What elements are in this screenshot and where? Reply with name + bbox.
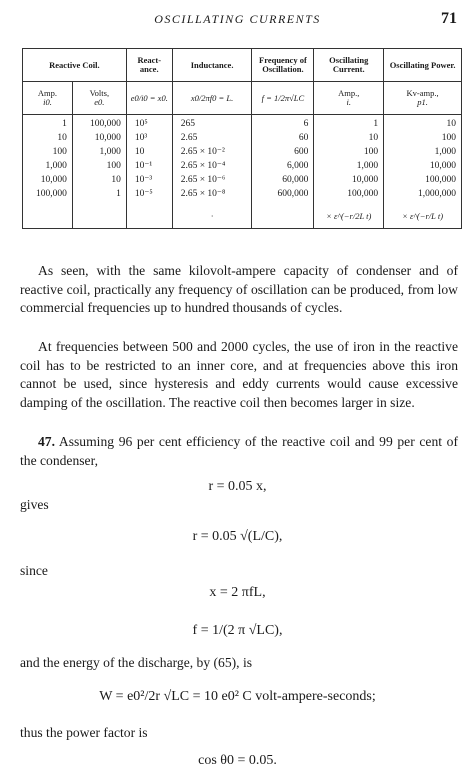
- unit-amp-label: Amp.: [37, 88, 58, 99]
- table-cell: 10: [384, 115, 462, 133]
- running-head: [0, 10, 475, 30]
- table-cell: 10⁻¹: [126, 160, 172, 174]
- table-cell: 2.65 × 10⁻²: [172, 146, 252, 160]
- table-cell: 2.65 × 10⁻⁶: [172, 174, 252, 188]
- table-row: [23, 132, 462, 146]
- unit-current-symbol: i.: [346, 97, 352, 107]
- equation-r-x: r = 0.05 x,: [208, 479, 267, 494]
- table-cell: 100,000: [384, 174, 462, 188]
- unit-volts: [72, 82, 126, 115]
- table-group-header-row: [23, 49, 462, 82]
- table-cell: 10,000: [23, 174, 73, 188]
- paragraph-iron-core: At frequencies between 500 and 2000 cycles, the use of iron in the reactive coil has to be restricted to an inner core, and at frequencies above this iron cannot be used, since hysteresis and eddy currents would cause excessive damping of the oscillation. The reactive coil then becomes larger in size.: [20, 339, 458, 410]
- table-row: [23, 115, 462, 133]
- table-footer-current-decay: × ε^(−r/2L t): [314, 204, 384, 229]
- unit-current-label: Amp.,: [338, 88, 360, 99]
- table-cell: 2.65 × 10⁻⁴: [172, 160, 252, 174]
- table-footer-row: [23, 204, 462, 229]
- table-cell: 1,000,000: [384, 188, 462, 204]
- table-cell: 10⁵: [126, 115, 172, 133]
- unit-frequency-formula: f = 1/2π√LC: [252, 82, 314, 115]
- header-reactance: React-ance.: [126, 49, 172, 82]
- header-oscillating-power: Oscillating Power.: [384, 49, 462, 82]
- section-number: 47.: [38, 434, 55, 449]
- label-gives: gives: [20, 497, 49, 512]
- table-cell: 600,000: [252, 188, 314, 204]
- table-cell: 10: [72, 174, 126, 188]
- unit-current: [314, 82, 384, 115]
- table-row: [23, 188, 462, 204]
- unit-volts-symbol: e0.: [94, 97, 105, 107]
- unit-power-label: Kv-amp.,: [406, 88, 439, 99]
- table-cell: 265: [172, 115, 252, 133]
- table-cell: 1: [23, 115, 73, 133]
- table-cell: 10⁻⁵: [126, 188, 172, 204]
- table-cell: 6: [252, 115, 314, 133]
- table-cell: 1: [72, 188, 126, 204]
- table-unit-header-row: [23, 82, 462, 115]
- table-cell: 10: [23, 132, 73, 146]
- header-inductance: Inductance.: [172, 49, 252, 82]
- table-cell: 10: [126, 146, 172, 160]
- table-cell: 60,000: [252, 174, 314, 188]
- table-cell: 1,000: [23, 160, 73, 174]
- table-cell: 2.65 × 10⁻⁸: [172, 188, 252, 204]
- table-cell: 100,000: [72, 115, 126, 133]
- table-cell: 60: [252, 132, 314, 146]
- label-energy: and the energy of the discharge, by (65), is: [20, 655, 253, 670]
- unit-inductance-formula: x0/2πf0 = L.: [172, 82, 252, 115]
- table-cell: 1,000: [384, 146, 462, 160]
- table-cell: 100,000: [23, 188, 73, 204]
- table-cell: 100,000: [314, 188, 384, 204]
- paragraph-frequency-range: As seen, with the same kilovolt-ampere capacity of condenser and of reactive coil, practically any frequency of oscillation can be produced, from low commercial frequencies up to hundred thousands of cycles.: [20, 263, 458, 316]
- table-cell: 10,000: [384, 160, 462, 174]
- table-cell: 1,000: [314, 160, 384, 174]
- table-cell: 100: [384, 132, 462, 146]
- running-title: OSCILLATING CURRENTS: [154, 12, 321, 26]
- table-footer-power-decay: × ε^(−r/L t): [384, 204, 462, 229]
- unit-power: [384, 82, 462, 115]
- equation-x: x = 2 πfL,: [209, 585, 266, 600]
- label-thus: thus the power factor is: [20, 725, 148, 740]
- unit-amp-symbol: i0.: [43, 97, 52, 107]
- header-oscillating-current: Oscillating Current.: [314, 49, 384, 82]
- unit-volts-label: Volts,: [89, 88, 110, 99]
- header-frequency: Frequency of Oscillation.: [252, 49, 314, 82]
- unit-amp: [23, 82, 73, 115]
- equation-w: W = e0²/2r √LC = 10 e0² C volt-ampere-seconds;: [99, 689, 376, 704]
- table-cell: 10,000: [72, 132, 126, 146]
- page-number: 71: [441, 10, 457, 27]
- table-cell: 100: [314, 146, 384, 160]
- table-cell: 1: [314, 115, 384, 133]
- equation-r-sqrt: r = 0.05 √(L/C),: [192, 529, 283, 544]
- label-since: since: [20, 563, 48, 578]
- table-cell: 6,000: [252, 160, 314, 174]
- table-cell: 100: [72, 160, 126, 174]
- equation-cos: cos θ0 = 0.05.: [198, 753, 277, 768]
- table-row: [23, 160, 462, 174]
- table-cell: 600: [252, 146, 314, 160]
- oscillation-table: [22, 48, 462, 229]
- table-cell: 10⁻³: [126, 174, 172, 188]
- table-row: [23, 146, 462, 160]
- paragraph-47: [20, 433, 458, 470]
- table-cell: 10³: [126, 132, 172, 146]
- table-cell: 1,000: [72, 146, 126, 160]
- table-footer-bullet: ·: [172, 204, 252, 229]
- header-reactive-coil: Reactive Coil.: [23, 49, 127, 82]
- table-cell: 100: [23, 146, 73, 160]
- table-row: [23, 174, 462, 188]
- table-cell: 2.65: [172, 132, 252, 146]
- table-cell: 10: [314, 132, 384, 146]
- paragraph-47-text: Assuming 96 per cent efficiency of the reactive coil and 99 per cent of the condenser,: [20, 434, 458, 468]
- unit-power-symbol: p1.: [417, 97, 428, 107]
- equation-f: f = 1/(2 π √LC),: [192, 623, 283, 638]
- unit-reactance-formula: e0/i0 = x0.: [126, 82, 172, 115]
- table-cell: 10,000: [314, 174, 384, 188]
